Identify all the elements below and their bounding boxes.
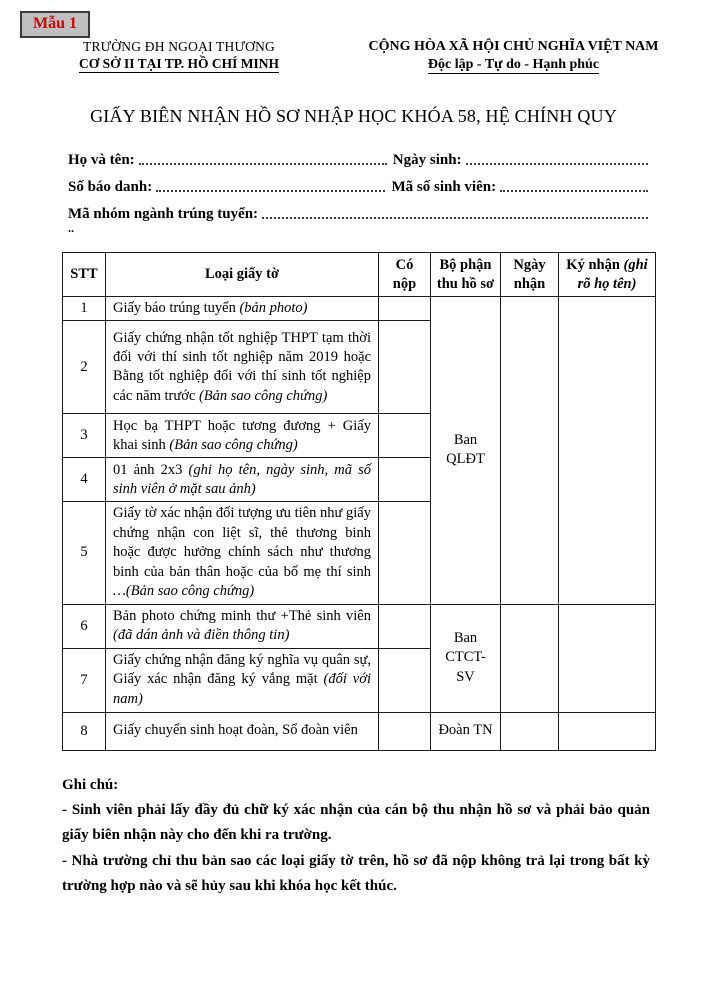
date-cell-group2: [501, 604, 559, 712]
trailing-dots: ..: [68, 221, 74, 235]
department-cell-ctctsv: Ban CTCT-SV: [431, 604, 501, 712]
notes-section: [62, 773, 650, 899]
department-cell-qldt: Ban QLĐT: [431, 297, 501, 605]
stt-cell: 4: [63, 458, 106, 502]
major-group-dotted-line: [262, 204, 648, 219]
signature-cell-group3: [559, 712, 656, 750]
stt-cell: 3: [63, 414, 106, 458]
signature-cell-group2: [559, 604, 656, 712]
note-item-2: - Nhà trường chỉ thu bản sao các loại giấy tờ trên, hồ sơ đã nộp không trả lại trong bất kỳ trường hợp nào và sẽ hủy sau khi khóa học kết thúc.: [62, 853, 650, 895]
notes-heading: Ghi chú:: [62, 776, 119, 793]
doc-type-cell: Giấy chứng nhận tốt nghiệp THPT tạm thời đối với thí sinh tốt nghiệp năm 2019 hoặc Bằng tốt nghiệp đối với thí sinh tốt nghiệp các năm trước (Bản sao công chứng): [106, 321, 379, 414]
form-line-candidate-student: [68, 169, 648, 196]
table-header-row: [63, 253, 656, 297]
national-motto: Độc lập - Tự do - Hạnh phúc: [427, 57, 600, 72]
header-cell-stt: STT: [63, 253, 106, 297]
stt-cell: 7: [63, 648, 106, 712]
form-line-major-group: [68, 196, 648, 223]
department-cell-doantn: Đoàn TN: [431, 712, 501, 750]
stt-cell: 2: [63, 321, 106, 414]
school-name: TRƯỜNG ĐH NGOẠI THƯƠNG: [83, 39, 275, 54]
table-row-6: [63, 604, 656, 648]
issuer-block: [0, 39, 330, 73]
stt-cell: 6: [63, 604, 106, 648]
submitted-cell: [379, 604, 431, 648]
date-cell-group3: [501, 712, 559, 750]
doc-type-cell: Giấy chuyển sinh hoạt đoàn, Sổ đoàn viên: [106, 712, 379, 750]
header-cell-date: Ngày nhận: [501, 253, 559, 297]
candidate-number-label: Số báo danh:: [68, 179, 153, 195]
campus-name: CƠ SỞ II TẠI TP. HỒ CHÍ MINH: [78, 56, 280, 71]
doc-type-cell: Học bạ THPT hoặc tương đương + Giấy khai sinh (Bản sao công chứng): [106, 414, 379, 458]
doc-type-cell: Bản photo chứng minh thư +Thẻ sinh viên (đã dán ảnh và điền thông tin): [106, 604, 379, 648]
signature-note: (ghi rõ họ tên): [577, 257, 648, 292]
submitted-cell: [379, 712, 431, 750]
form-line-name-dob: [68, 142, 648, 169]
doc-type-cell: Giấy báo trúng tuyển (bản photo): [106, 297, 379, 321]
header-cell-signature: Ký nhận (ghi rõ họ tên): [559, 253, 656, 297]
stt-cell: 1: [63, 297, 106, 321]
dob-label: Ngày sinh:: [392, 152, 462, 168]
page-title: GIẤY BIÊN NHẬN HỒ SƠ NHẬP HỌC KHÓA 58, HỆ CHÍNH QUY: [90, 106, 617, 126]
submitted-cell: [379, 502, 431, 604]
header-cell-doc-type: Loại giấy tờ: [106, 253, 379, 297]
header-cell-department: Bộ phận thu hồ sơ: [431, 253, 501, 297]
stt-cell: 8: [63, 712, 106, 750]
note-item-1: - Sinh viên phải lấy đầy đủ chữ ký xác nhận của cán bộ thu nhận hồ sơ và phải bảo quản giấy biên nhận này cho đến khi ra trường.: [62, 802, 650, 844]
table-row-8: [63, 712, 656, 750]
submitted-cell: [379, 321, 431, 414]
submitted-cell: [379, 414, 431, 458]
submitted-cell: [379, 297, 431, 321]
date-cell-group1: [501, 297, 559, 605]
documents-table: [62, 252, 656, 751]
dob-dotted-line: [466, 150, 648, 165]
submitted-cell: [379, 648, 431, 712]
national-title: CỘNG HÒA XÃ HỘI CHỦ NGHĨA VIỆT NAM: [368, 39, 659, 54]
student-info-form: [68, 142, 648, 237]
fullname-label: Họ và tên:: [68, 152, 135, 168]
doc-type-cell: Giấy chứng nhận đăng ký nghĩa vụ quân sự, Giấy xác nhận đăng ký vắng mặt (đối với nam): [106, 648, 379, 712]
form-template-badge: Mẫu 1: [20, 11, 90, 38]
stt-cell: 5: [63, 502, 106, 604]
candidate-number-dotted-line: [156, 177, 385, 192]
national-header-block: [330, 39, 707, 73]
doc-type-cell: 01 ảnh 2x3 (ghi họ tên, ngày sinh, mã số sinh viên ở mặt sau ảnh): [106, 458, 379, 502]
submitted-cell: [379, 458, 431, 502]
table-row-1: [63, 297, 656, 321]
student-id-label: Mã số sinh viên:: [391, 179, 497, 195]
signature-cell-group1: [559, 297, 656, 605]
header-cell-submitted: Có nộp: [379, 253, 431, 297]
student-id-dotted-line: [500, 177, 648, 192]
doc-type-cell: Giấy tờ xác nhận đối tượng ưu tiên như giấy chứng nhận con liệt sĩ, thẻ thương binh hoặc được hưởng chính sách như thương binh của bản thân hoặc của bố mẹ thí sinh …(Bản sao công chứng): [106, 502, 379, 604]
major-group-label: Mã nhóm ngành trúng tuyển:: [68, 206, 259, 222]
fullname-dotted-line: [139, 150, 387, 165]
document-header: [0, 0, 707, 73]
